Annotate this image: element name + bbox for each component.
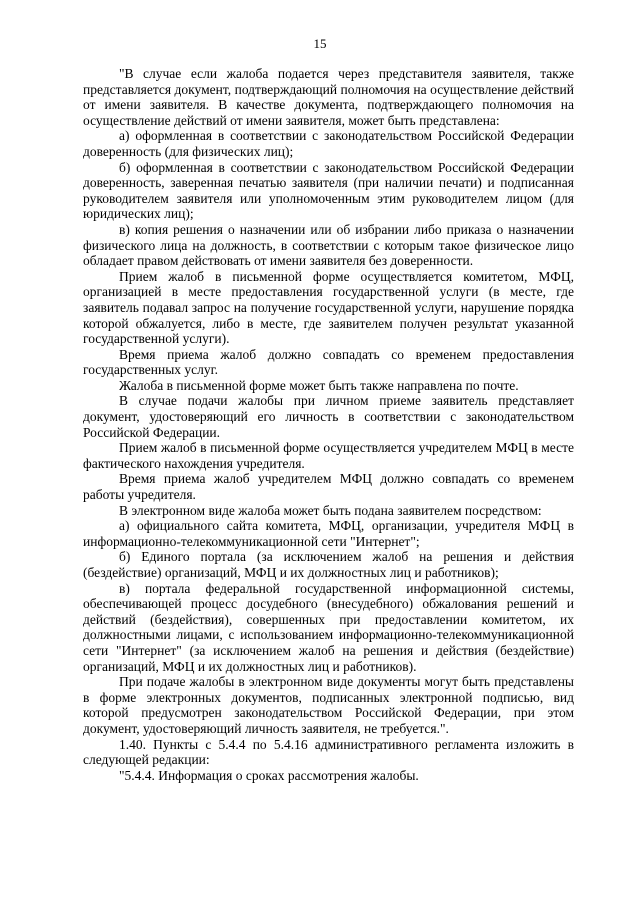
paragraph-item-b-unified-portal: б) Единого портала (за исключением жалоб на решения и действия (бездействие) организаций, МФЦ и их должностных лиц и работников);	[83, 549, 574, 580]
paragraph-personal-reception: В случае подачи жалобы при личном приеме заявитель представляет документ, удостоверяющий его личность в соответствии с законодательством Российской Федерации.	[83, 393, 574, 440]
paragraph-reception-time: Время приема жалоб должно совпадать со временем предоставления государственных услуг.	[83, 346, 574, 378]
paragraph-written-complaints: Прием жалоб в письменной форме осуществляется комитетом, МФЦ, организацией в месте предоставления государственной услуги (в месте, где заявитель подавал запрос на получение государственной услуги, нарушение порядка которой обжалуется, либо в месте, где заявителем получен результат указанной государственной услуги).	[83, 268, 574, 347]
document-body	[83, 66, 574, 783]
page-number: 15	[313, 36, 327, 51]
paragraph-founder-time: Время приема жалоб учредителем МФЦ должно совпадать со временем работы учредителя.	[83, 471, 574, 503]
paragraph-founder-reception: Прием жалоб в письменной форме осуществляется учредителем МФЦ в месте фактического нахождения учредителя.	[83, 440, 574, 471]
paragraph-5-4-4: "5.4.4. Информация о сроках рассмотрения жалобы.	[119, 767, 419, 783]
paragraph-item-v-appointment: в) копия решения о назначении или об избрании либо приказа о назначении физического лица на должность, в соответствии с которым такое физическое лицо обладает правом действовать от имени заявителя без доверенности.	[83, 221, 574, 269]
paragraph-electronic-form: В электронном виде жалоба может быть подана заявителем посредством:	[119, 502, 542, 518]
paragraph-by-mail: Жалоба в письменной форме может быть также направлена по почте.	[119, 377, 519, 393]
paragraph-item-v-federal-portal: в) портала федеральной государственной информационной системы, обеспечивающей процесс досудебного (внесудебного) обжалования решений и действий (бездействия), совершенных при предоставлении комитетом, их должностными лицами, с использованием информационно-телекоммуникационной сети "Интернет" (за исключением жалоб на решения и действия (бездействие) организаций, МФЦ и их должностных лиц и работников).	[83, 580, 574, 674]
paragraph-item-b-legal-entities: б) оформленная в соответствии с законодательством Российской Федерации доверенность, заверенная печатью заявителя (при наличии печати) и подписанная руководителем заявителя или уполномоченным этим руководителем лицом (для юридических лиц);	[83, 159, 574, 222]
paragraph-item-a-individuals: а) оформленная в соответствии с законодательством Российской Федерации доверенность (для физических лиц);	[83, 128, 574, 159]
paragraph-item-a-website: а) официального сайта комитета, МФЦ, организации, учредителя МФЦ в информационно-телекоммуникационной сети "Интернет";	[83, 518, 574, 549]
paragraph-representative: "В случае если жалоба подается через представителя заявителя, также представляется документ, подтверждающий полномочия на осуществление действий от имени заявителя. В качестве документа, подтверждающего полномочия на осуществление действий от имени заявителя, может быть представлена:	[83, 66, 574, 128]
paragraph-electronic-documents: При подаче жалобы в электронном виде документы могут быть представлены в форме электронных документов, подписанных электронной подписью, вид которой предусмотрен законодательством Российской Федерации, при этом документ, удостоверяющий личность заявителя, не требуется.".	[83, 674, 574, 736]
paragraph-item-1-40: 1.40. Пункты с 5.4.4 по 5.4.16 административного регламента изложить в следующей редакции:	[83, 736, 574, 768]
